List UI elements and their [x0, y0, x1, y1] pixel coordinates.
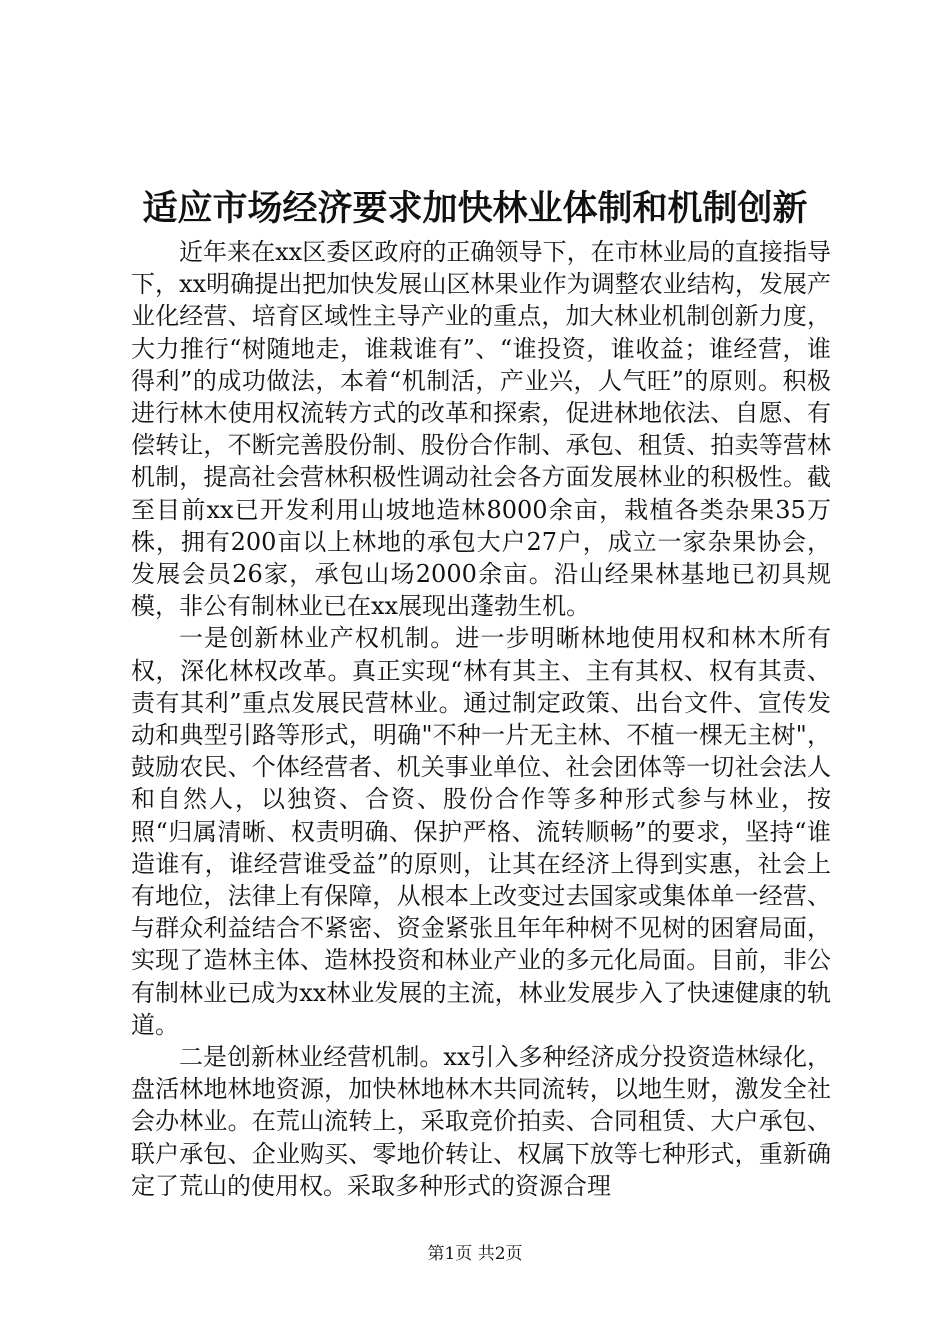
document-body — [131, 236, 831, 1202]
page-number-footer: 第1页 共2页 — [427, 1244, 523, 1264]
paragraph: 二是创新林业经营机制。xx引入多种经济成分投资造林绿化，盘活林地林地资源，加快林地林木共同流转，以地生财，激发全社会办林业。在荒山流转上，采取竞价拍卖、合同租赁、大户承包、联户承包、企业购买、零地价转让、权属下放等七种形式，重新确定了荒山的使用权。采取多种形式的资源合理 — [131, 1043, 831, 1200]
paragraph: 一是创新林业产权机制。进一步明晰林地使用权和林木所有权，深化林权改革。真正实现“林有其主、主有其权、权有其责、责有其利”重点发展民营林业。通过制定政策、出台文件、宣传发动和典型引路等形式，明确"不种一片无主林、不植一棵无主树"，鼓励农民、个体经营者、机关事业单位、社会团体等一切社会法人和自然人，以独资、合资、股份合作等多种形式参与林业，按照“归属清晰、权责明确、保护严格、流转顺畅”的要求，坚持“谁造谁有，谁经营谁受益”的原则，让其在经济上得到实惠，社会上有地位，法律上有保障，从根本上改变过去国家或集体单一经营、与群众利益结合不紧密、资金紧张且年年种树不见树的困窘局面，实现了造林主体、造林投资和林业产业的多元化局面。目前，非公有制林业已成为xx林业发展的主流，林业发展步入了快速健康的轨道。 — [131, 624, 831, 1039]
document-title: 适应市场经济要求加快林业体制和机制创新 — [142, 188, 808, 229]
paragraph: 近年来在xx区委区政府的正确领导下，在市林业局的直接指导下，xx明确提出把加快发展山区林果业作为调整农业结构，发展产业化经营、培育区域性主导产业的重点，加大林业机制创新力度，大力推行“树随地走，谁栽谁有”、“谁投资，谁收益；谁经营，谁得利”的成功做法，本着“机制活，产业兴，人气旺”的原则。积极进行林木使用权流转方式的改革和探索，促进林地依法、自愿、有偿转让，不断完善股份制、股份合作制、承包、租赁、拍卖等营林机制，提高社会营林积极性调动社会各方面发展林业的积极性。截至目前xx已开发利用山坡地造林8000余亩，栽植各类杂果35万株，拥有200亩以上林地的承包大户27户，成立一家杂果协会，发展会员26家，承包山场2000余亩。沿山经果林基地已初具规模，非公有制林业已在xx展现出蓬勃生机。 — [131, 238, 831, 621]
